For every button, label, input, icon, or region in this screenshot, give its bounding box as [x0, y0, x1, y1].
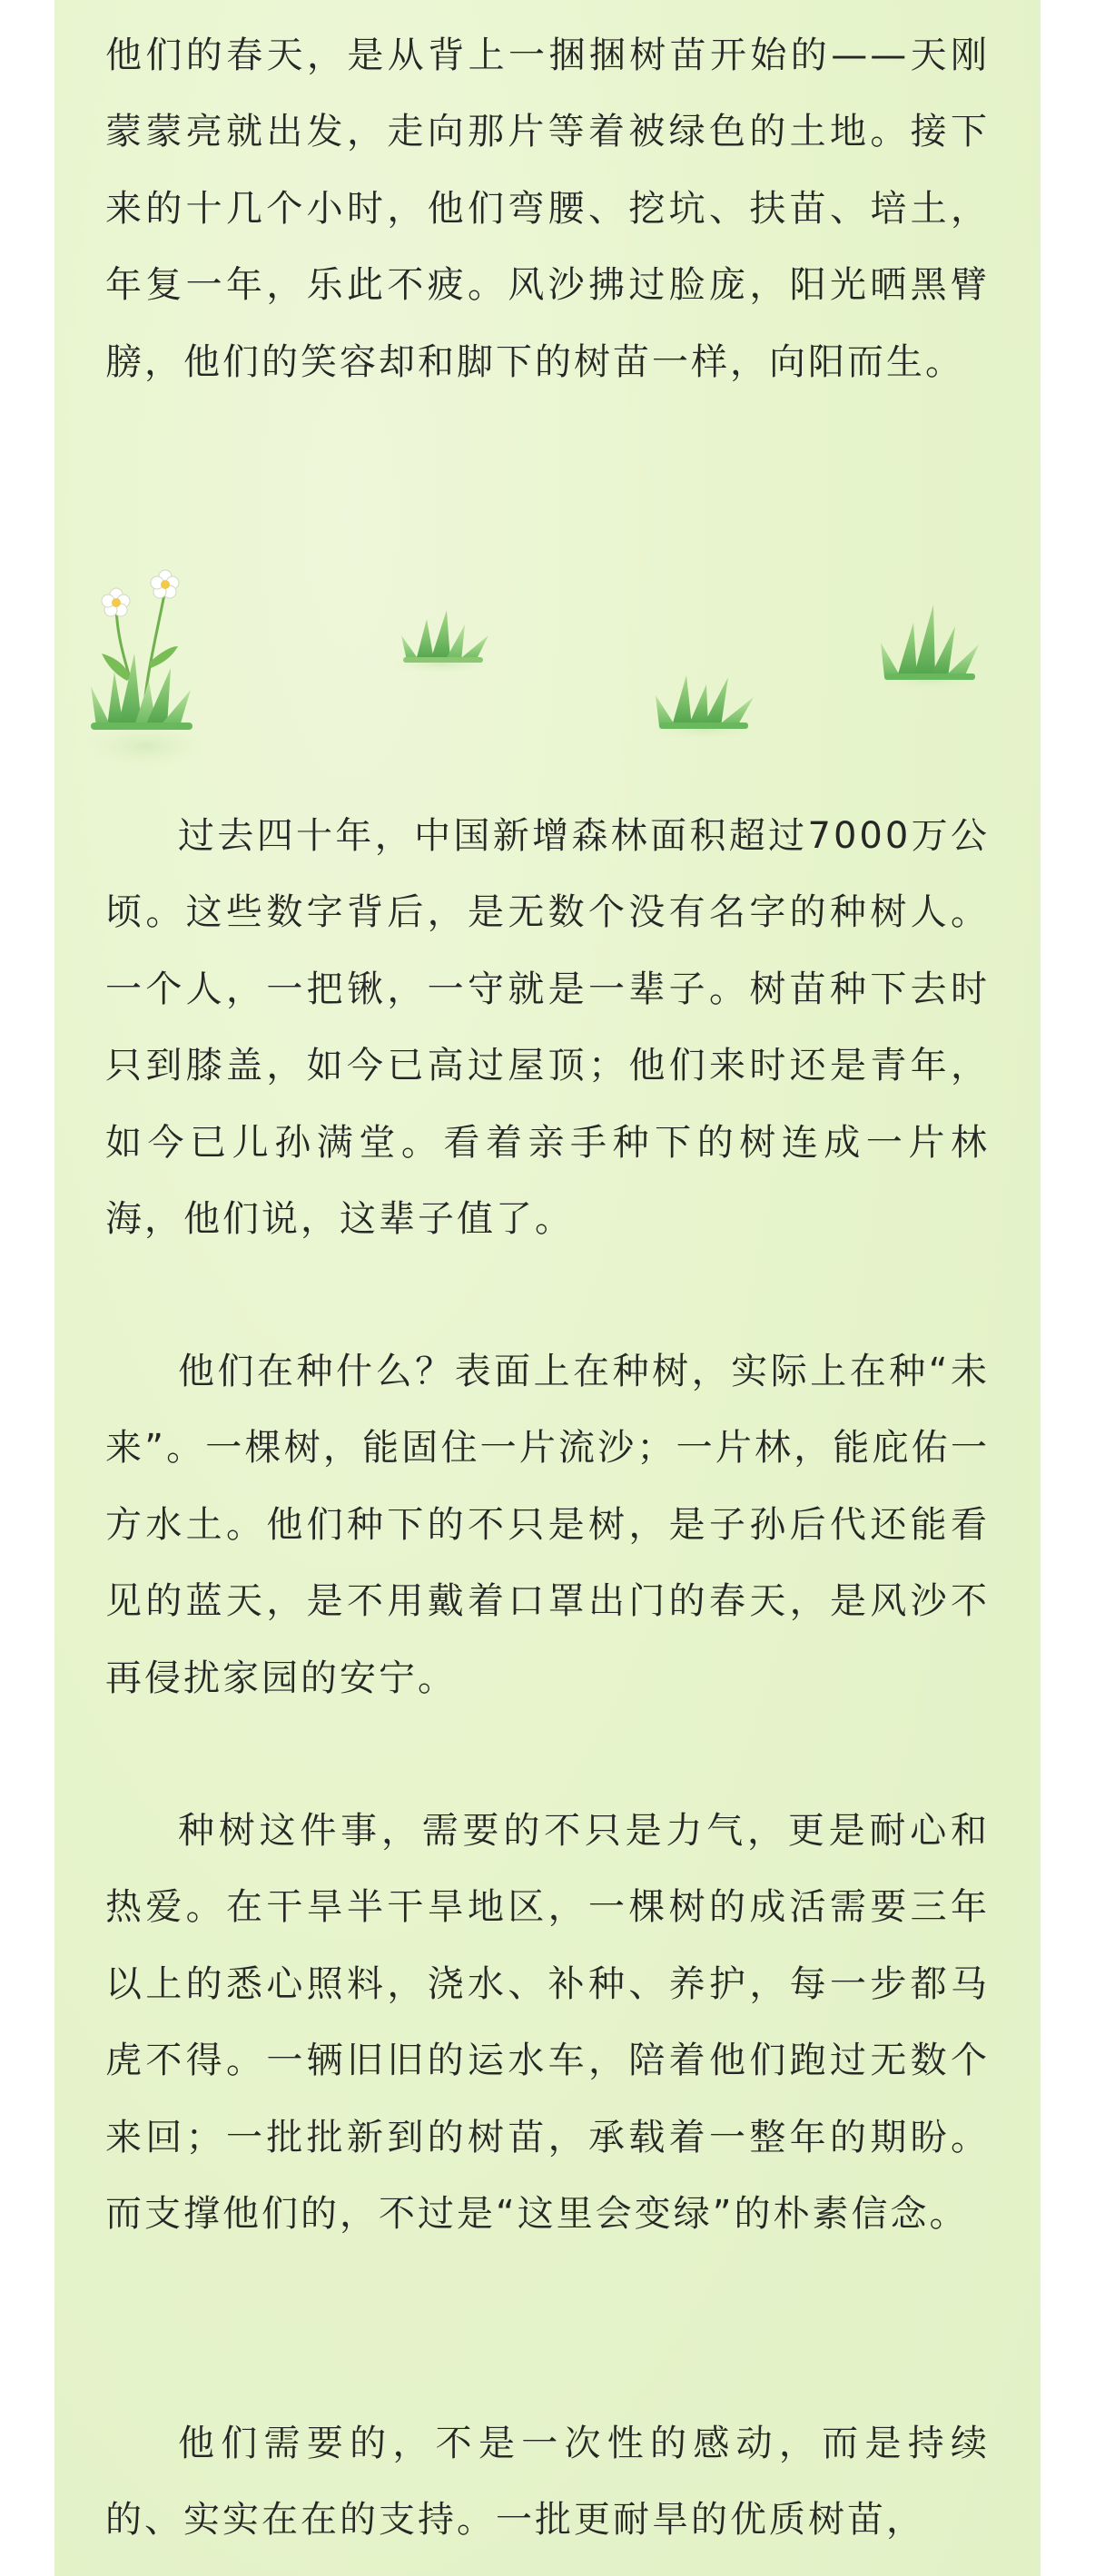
- grass-tuft-icon: [648, 675, 761, 741]
- paragraph-2: 过去四十年，中国新增森林面积超过7000万公顷。这些数字背后，是无数个没有名字的种树人。一个人，一把锹，一守就是一辈子。树苗种下去时只到膝盖，如今已高过屋顶；他们来时还是青年，如今已儿孙满堂。看着亲手种下的树连成一片林海，他们说，这辈子值了。: [105, 815, 990, 1241]
- paragraph-5: 他们需要的，不是一次性的感动，而是持续的、实实在在的支持。一批更耐旱的优质树苗，: [105, 2423, 990, 2542]
- grass-tuft-icon: [390, 610, 492, 673]
- paragraph-4: 种树这件事，需要的不只是力气，更是耐心和热爱。在干旱半干旱地区，一棵树的成活需要三年以上的悉心照料，浇水、补种、养护，每一步都马虎不得。一辆旧旧的运水车，陪着他们跑过无数个来回；一批批新到的树苗，承载着一整年的期盼。而支撑他们的，不过是“这里会变绿”的朴素信念。: [105, 1810, 990, 2236]
- flower-grass-icon: [82, 570, 209, 768]
- grass-tuft-icon: [873, 605, 986, 692]
- grass-illustration: [54, 545, 1041, 781]
- article-page: [54, 0, 1041, 2576]
- paragraph-1: 他们的春天，是从背上一捆捆树苗开始的——天刚蒙蒙亮就出发，走向那片等着被绿色的土地。接下来的十几个小时，他们弯腰、挖坑、扶苗、培土，年复一年，乐此不疲。风沙拂过脸庞，阳光晒黑臂膀，他们的笑容却和脚下的树苗一样，向阳而生。: [105, 34, 990, 383]
- paragraph-3: 他们在种什么？表面上在种树，实际上在种“未来”。一棵树，能固住一片流沙；一片林，能庇佑一方水土。他们种下的不只是树，是子孙后代还能看见的蓝天，是不用戴着口罩出门的春天，是风沙不再侵扰家园的安宁。: [105, 1351, 990, 1699]
